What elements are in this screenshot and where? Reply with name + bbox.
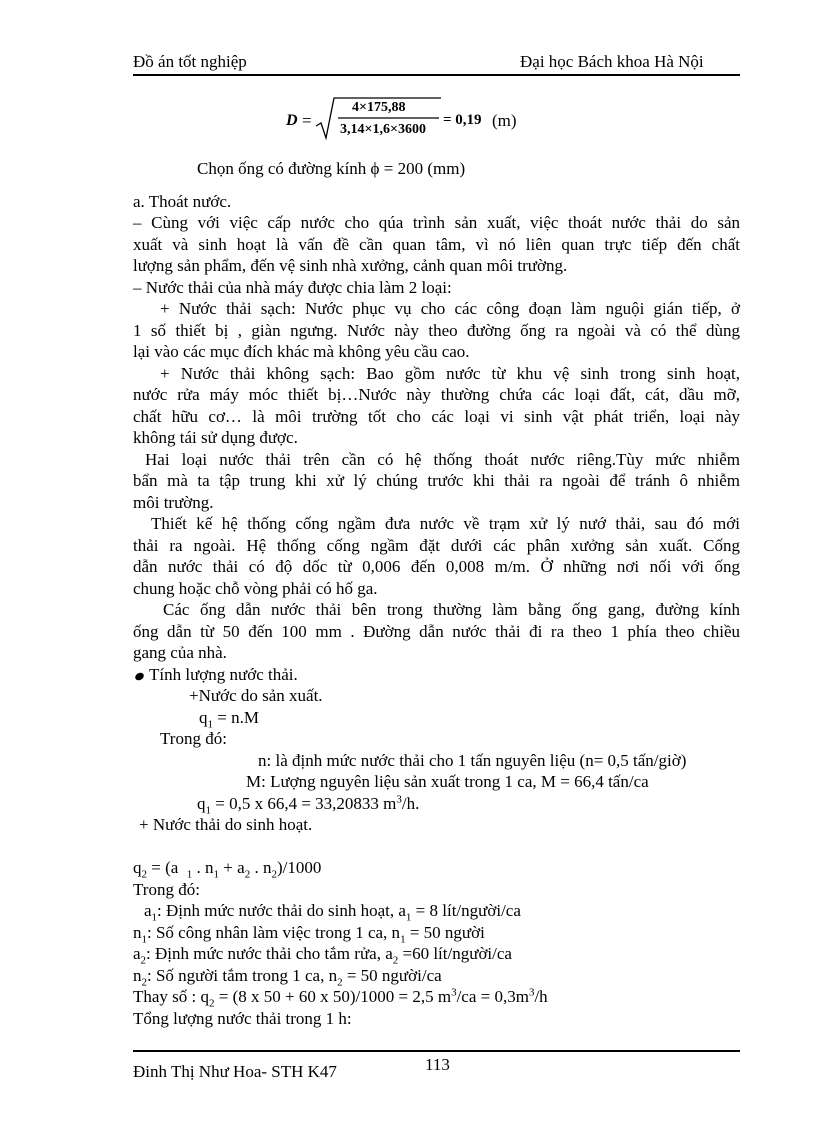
where-label-2: Trong đó:: [133, 880, 200, 899]
page-number: 113: [425, 1055, 450, 1074]
body-line: bẩn mà ta tập trung khi xử lý chúng trước khi thải ra ngoài để tránh ô nhiễm: [133, 471, 740, 490]
body-line: thải ra ngoài. Hệ thống cống ngầm đặt dưới các phân xưởng sản xuất. Cống: [133, 536, 740, 555]
body-line: môi trường.: [133, 493, 214, 512]
body-line: – Cùng với việc cấp nước cho qúa trình sản xuất, việc thoát nước thải do sản: [133, 213, 740, 232]
body-line: + Nước thải sạch: Nước phục vụ cho các công đoạn làm nguội gián tiếp, ở: [160, 299, 740, 318]
body-line: – Nước thải của nhà máy được chia làm 2 loại:: [133, 278, 452, 297]
header-rule: [133, 74, 740, 76]
formula-unit: (m): [492, 111, 517, 130]
q1-formula: $q_1 = n.M$: [199, 708, 259, 731]
body-line: không tái sử dụng được.: [133, 428, 298, 447]
formula-lhs: D: [286, 112, 298, 129]
footer-author: Đinh Thị Như Hoa- STH K47: [133, 1062, 337, 1081]
formula-numerator: 4×175,88: [352, 100, 406, 115]
n2-definition: $n_2$: Số người tắm trong 1 ca, $n_2 = 50$ người/ca: [133, 966, 442, 989]
substitution: Thay số : $q_2 = (8$ x 50 + 60 x 50)/1000 = 2,5 $m^3/ca = 0,3m^3/h$: [133, 986, 548, 1010]
body-line: + Nước thải không sạch: Bao gồm nước từ khu vệ sinh trong sinh hoạt,: [160, 364, 740, 383]
total-line: Tổng lượng nước thải trong 1 h:: [133, 1009, 352, 1028]
formula-equals: =: [302, 111, 312, 130]
formula-result: = 0,19: [443, 112, 482, 128]
body-line: lượng sản phẩm, đến vệ sinh nhà xưởng, cảnh quan môi trường.: [133, 256, 568, 275]
body-line: chất hữu cơ… là môi trường tốt cho các loại vi sinh vật phát triển, loại này: [133, 407, 740, 426]
a1-definition: $a_1$: Định mức nước thải do sinh hoạt, $a_1 = 8$ lít/người/ca: [144, 901, 521, 924]
body-line: chung hoặc chỗ vòng phải có hố ga.: [133, 579, 378, 598]
body-line: gang của nhà.: [133, 643, 227, 662]
header-right: Đại học Bách khoa Hà Nội: [520, 52, 704, 71]
prod-title: +Nước do sản xuất.: [189, 686, 323, 705]
formula-denominator: 3,14×1,6×3600: [340, 122, 426, 137]
body-line: Hai loại nước thải trên cần có hệ thống thoát nước riêng.Tùy mức nhiễm: [145, 450, 740, 469]
n-definition: n: là định mức nước thải cho 1 tấn nguyên liệu (n= 0,5 tấn/giờ): [258, 751, 687, 770]
calc-bullet: [136, 664, 298, 685]
body-line: ống dẫn từ 50 đến 100 mm . Đường dẫn nước thải đi ra theo 1 phía theo chiều: [133, 622, 740, 641]
bullet-icon: [134, 671, 145, 682]
body-line: lại vào các mục đích khác mà không yêu cầu cao.: [133, 342, 470, 361]
body-line: 1 số thiết bị , giàn ngưng. Nước này theo đường ống ra ngoài và có thể dùng: [133, 321, 740, 340]
header-left: Đồ án tốt nghiệp: [133, 52, 247, 71]
body-line: nước rửa máy móc thiết bị…Nước này thường chứa các loại đất, cát, dầu mỡ,: [133, 385, 740, 404]
domestic-title: + Nước thải do sinh hoạt.: [139, 815, 313, 834]
q1-value: $q_1 = 0,5$ x 66,4 = 33,20833 $m^3/h$.: [197, 793, 420, 817]
body-line: Các ống dẫn nước thải bên trong thường làm bằng ống gang, đường kính: [163, 600, 740, 619]
q2-formula: $q_2 = (a$ $_1$ . $n_1 + a_2$ . $n_2)/1000$: [133, 858, 322, 881]
body-line: dẫn nước thải có độ dốc từ 0,006 đến 0,008 m/m. Ở những nơi nối với ống: [133, 557, 740, 576]
body-line: Thiết kế hệ thống cống ngầm đưa nước về trạm xử lý nướ thải, sau đó mới: [151, 514, 740, 533]
m-definition: M: Lượng nguyên liệu sản xuất trong 1 ca, M = 66,4 tấn/ca: [246, 772, 649, 791]
calc-bullet-text: Tính lượng nước thải.: [149, 665, 298, 684]
a2-definition: $a_2$: Định mức nước thải cho tắm rửa, $a_2 =60$ lít/người/ca: [133, 944, 512, 967]
choose-pipe-text: Chọn ống có đường kính ϕ = 200 (mm): [197, 159, 466, 178]
footer-rule: [133, 1050, 740, 1052]
section-heading: a. Thoát nước.: [133, 192, 232, 211]
n1-definition: $n_1$: Số công nhân làm việc trong 1 ca, $n_1 = 50$ người: [133, 923, 485, 946]
where-label: Trong đó:: [160, 729, 227, 748]
body-line: xuất và sinh hoạt là vấn đề cần quan tâm, vì nó liên quan trực tiếp đến chất: [133, 235, 740, 254]
